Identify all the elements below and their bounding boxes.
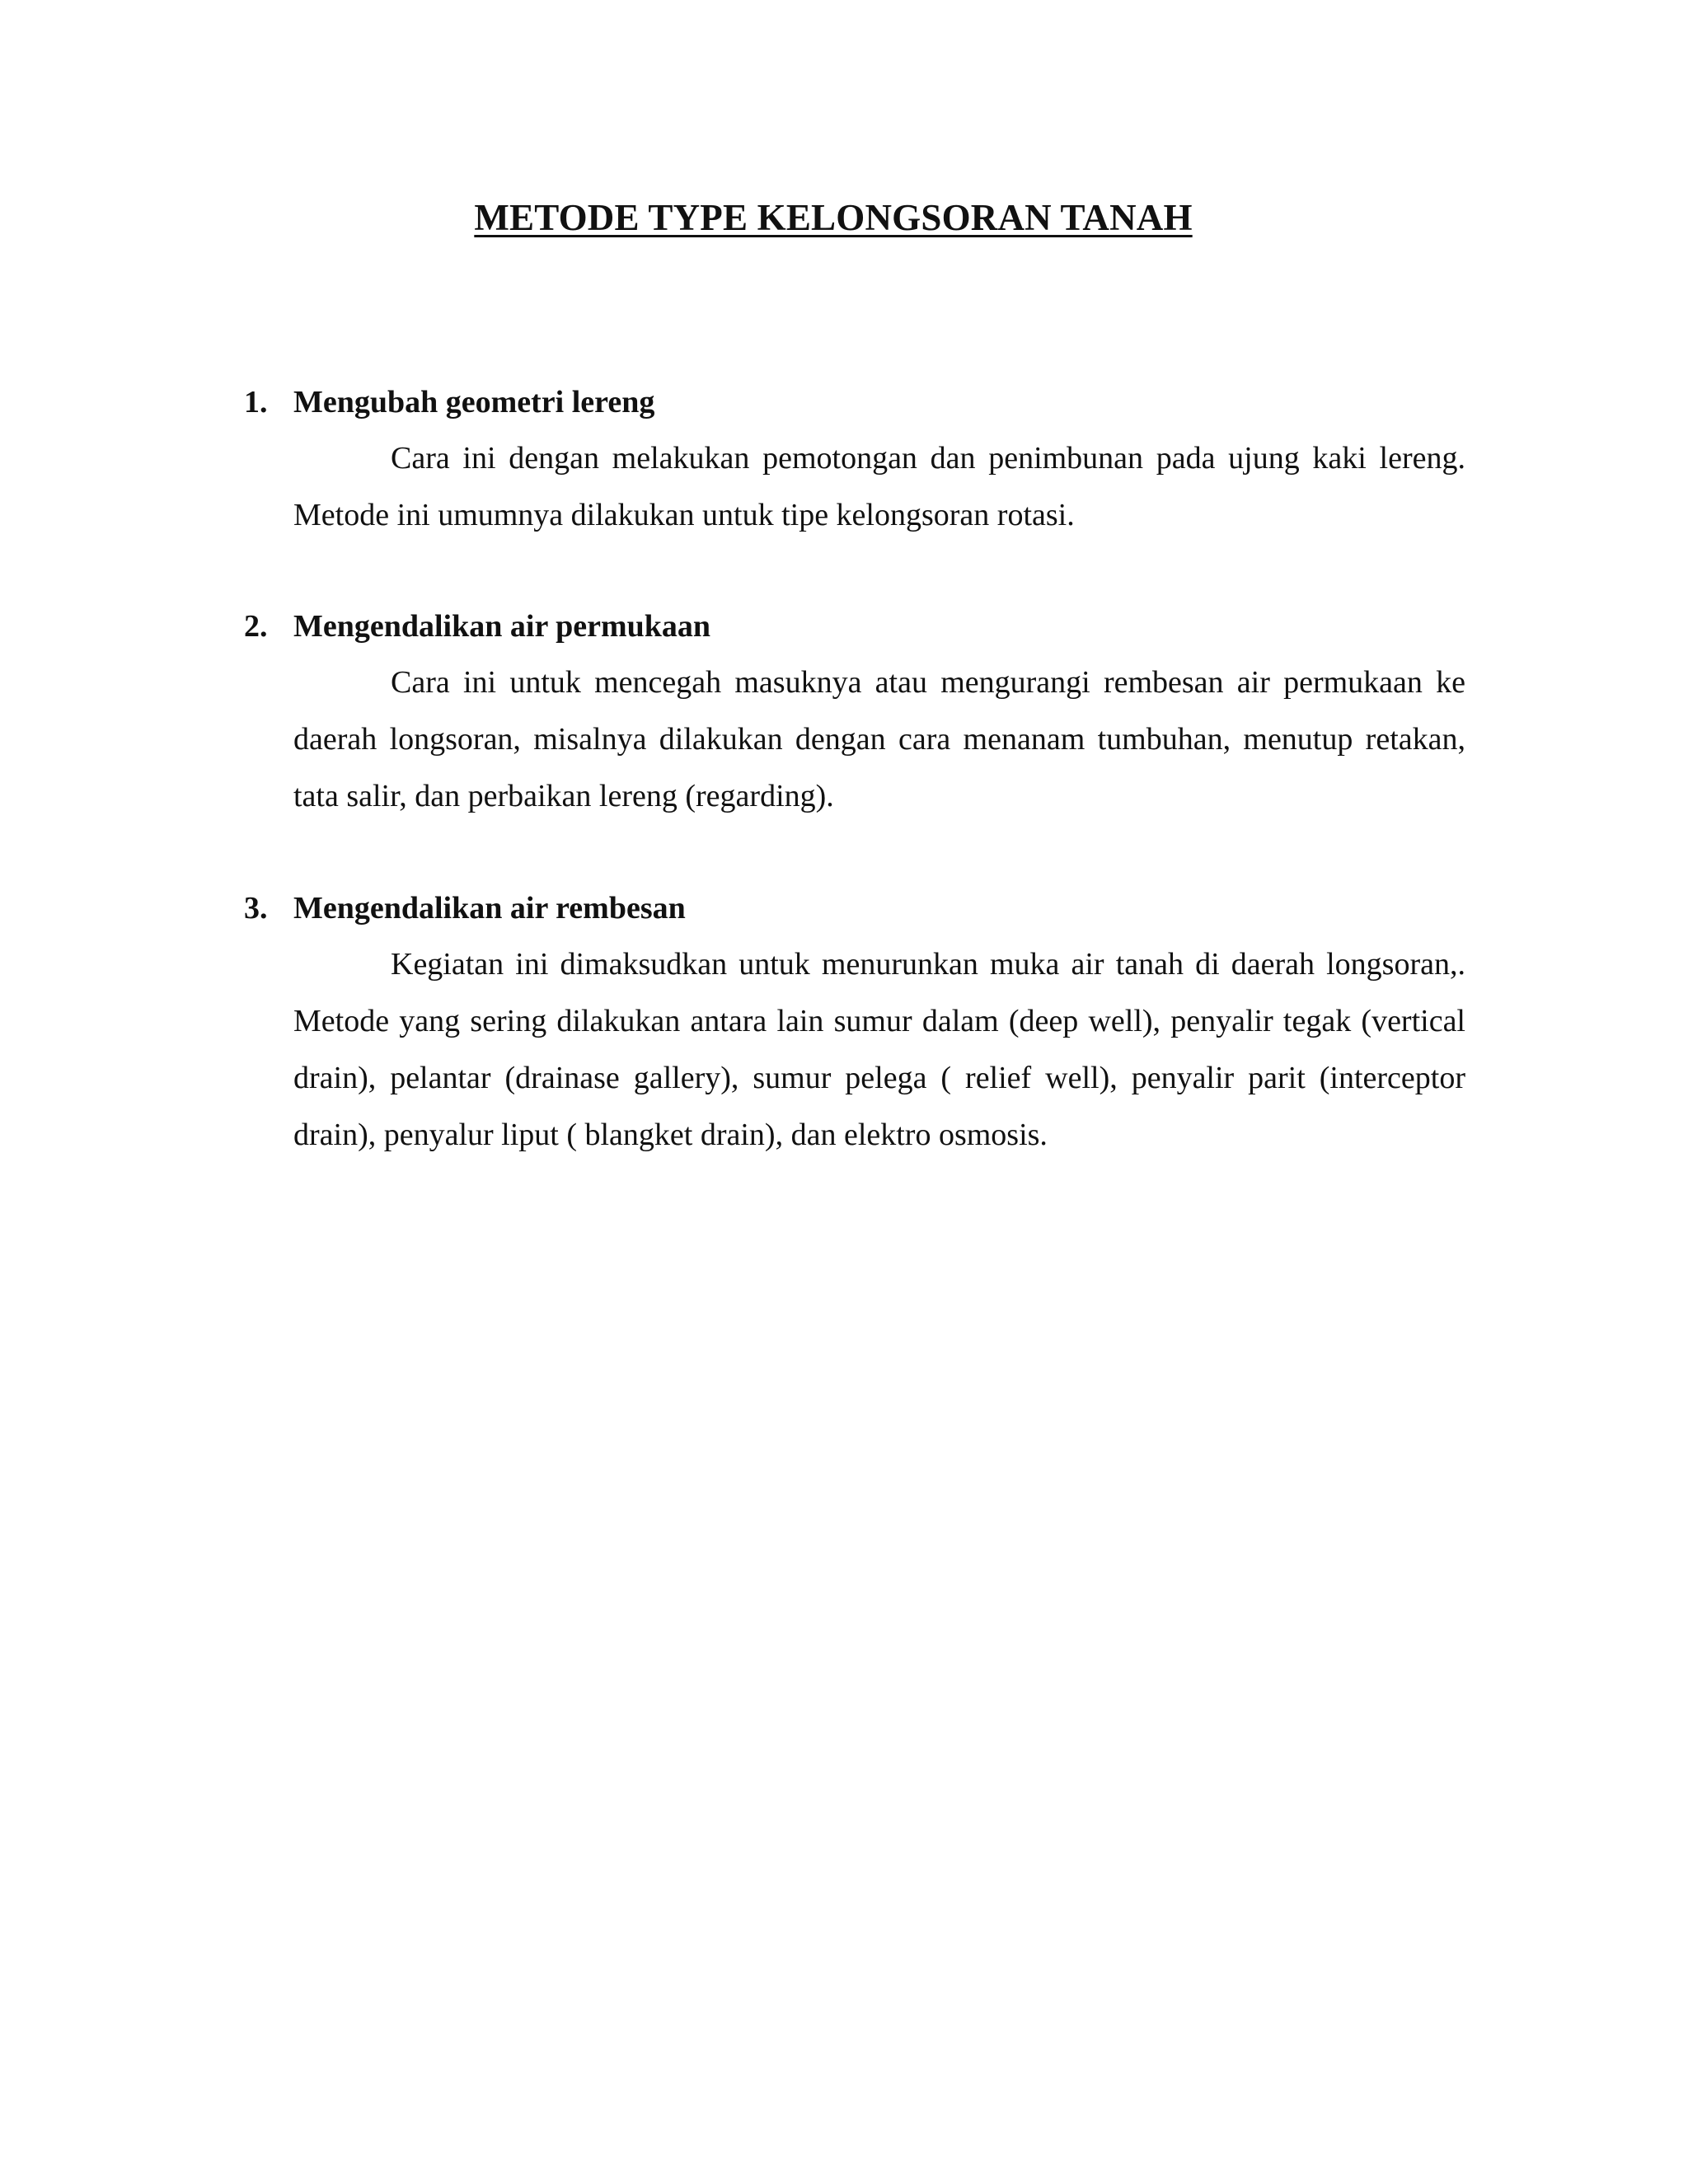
section-title: Mengubah geometri lereng xyxy=(293,385,655,419)
section-paragraph: Cara ini untuk mencegah masuknya atau mengurangi rembesan air permukaan ke daerah longsoran, misalnya dilakukan dengan cara menanam tumbuhan, menutup retakan, tata salir, dan perbaikan lereng (regarding). xyxy=(293,665,1465,813)
section-paragraph: Cara ini dengan melakukan pemotongan dan penimbunan pada ujung kaki lereng. Metode ini umumnya dilakukan untuk tipe kelongsoran rotasi. xyxy=(293,441,1465,532)
section-number: 1. xyxy=(244,385,268,419)
section-heading xyxy=(244,880,1465,936)
section-heading xyxy=(244,598,1465,654)
section-title: Mengendalikan air permukaan xyxy=(293,609,711,644)
section-1 xyxy=(244,374,1465,544)
section-number: 2. xyxy=(244,609,268,644)
section-number: 3. xyxy=(244,891,268,926)
page-title: METODE TYPE KELONGSORAN TANAH xyxy=(474,197,1193,238)
section-title: Mengendalikan air rembesan xyxy=(293,891,686,926)
section-2 xyxy=(244,598,1465,825)
section-3 xyxy=(244,880,1465,1164)
section-heading xyxy=(244,374,1465,430)
section-paragraph: Kegiatan ini dimaksudkan untuk menurunkan muka air tanah di daerah longsoran,. Metode yang sering dilakukan antara lain sumur dalam (deep well), penyalir tegak (vertical drain), pelantar (drainase gallery), sumur pelega ( relief well), penyalir parit (interceptor drain), penyalur liput ( blangket drain), dan elektro osmosis. xyxy=(293,947,1465,1152)
